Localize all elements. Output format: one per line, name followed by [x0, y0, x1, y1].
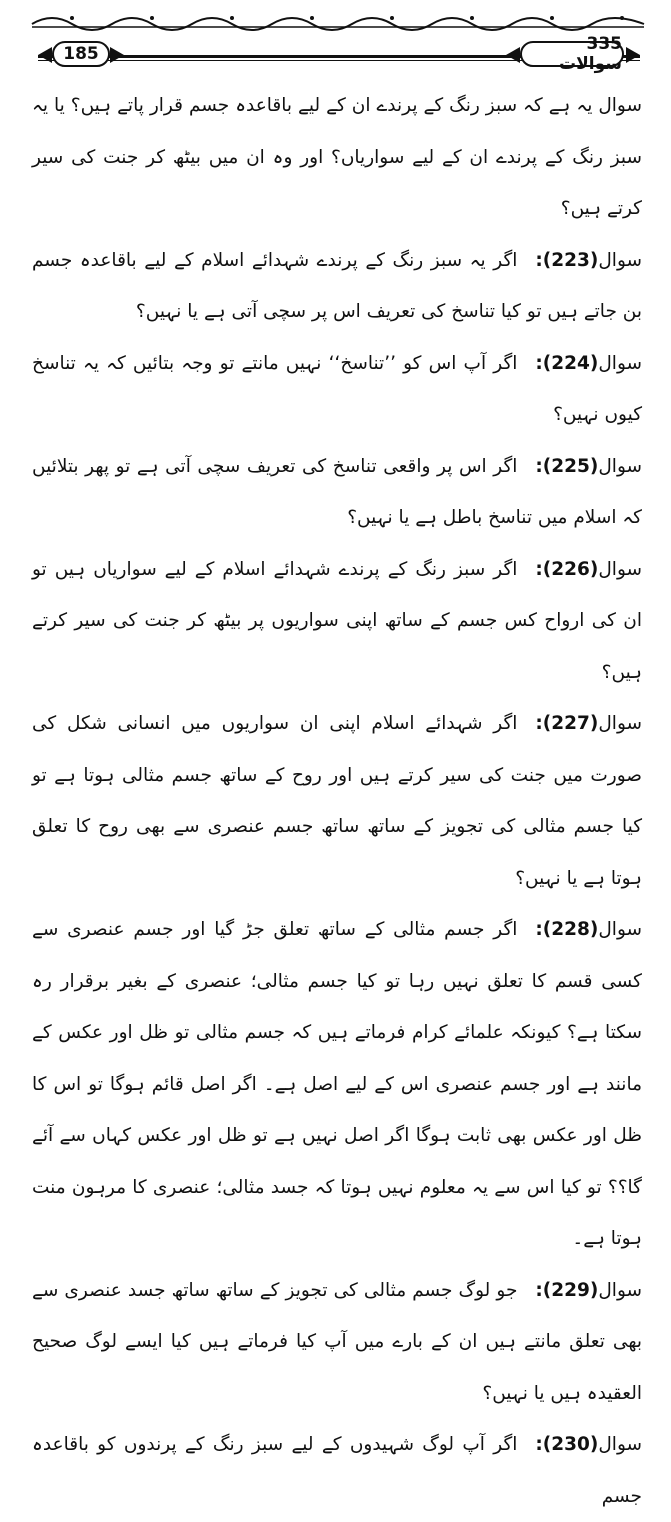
question-text: اگر آپ اس کو ’’تناسخ‘‘ نہیں مانتے تو وجہ بتائیں کہ یہ تناسخ کیوں نہیں؟	[32, 352, 642, 425]
question-text: اگر شہدائے اسلام اپنی ان سواریوں میں انسانی شکل کی صورت میں جنت کی سیر کرتے ہیں اور روح کے ساتھ جسم مثالی ہوتا ہے تو کیا جسم مثالی کی تجویز کے ساتھ ساتھ جسم عنصری سے بھی روح کا تعلق ہوتا ہے یا نہیں؟	[32, 713, 642, 889]
question-227	[32, 698, 642, 904]
arrow-right-icon	[626, 47, 640, 63]
question-229	[32, 1265, 642, 1420]
question-number: (230):	[535, 1434, 599, 1455]
question-230	[32, 1419, 642, 1522]
arrow-left-icon	[506, 47, 520, 63]
arrow-right-icon	[110, 47, 124, 63]
question-label: سوال	[598, 249, 642, 271]
book-title: 335 سوالات	[520, 41, 624, 67]
question-228	[32, 904, 642, 1265]
question-number: (226):	[535, 558, 599, 580]
question-224	[32, 338, 642, 441]
question-label: سوال	[598, 1434, 642, 1455]
question-225	[32, 441, 642, 544]
question-226	[32, 544, 642, 699]
question-label: سوال	[598, 455, 642, 477]
question-text: جو لوگ جسم مثالی کی تجویز کے ساتھ ساتھ جسد عنصری سے بھی تعلق مانتے ہیں ان کے بارے میں آپ کیا فرماتے ہیں کیا ایسے لوگ صحیح العقیدہ ہیں یا نہیں؟	[32, 1279, 642, 1404]
question-text: اگر آپ لوگ شہیدوں کے لیے سبز رنگ کے پرندوں کو باقاعدہ جسم	[32, 1434, 642, 1507]
question-text: اگر یہ سبز رنگ کے پرندے شہدائے اسلام کے لیے باقاعدہ جسم بن جاتے ہیں تو کیا تناسخ کی تعریف اس پر سچی آتی ہے یا نہیں؟	[32, 249, 642, 322]
question-label: سوال	[598, 352, 642, 374]
question-number: (227):	[535, 713, 599, 734]
question-number: (224):	[535, 352, 599, 374]
question-text: اگر اس پر واقعی تناسخ کی تعریف سچی آتی ہے تو پھر بتلائیں کہ اسلام میں تناسخ باطل ہے یا نہیں؟	[32, 455, 642, 528]
intro-paragraph: سوال یہ ہے کہ سبز رنگ کے پرندے ان کے لیے باقاعدہ جسم قرار پاتے ہیں؟ یا یہ سبز رنگ کے پرندے ان کے لیے سواریاں؟ اور وہ ان میں بیٹھ کر جنت کی سیر کرتے ہیں؟	[32, 95, 642, 219]
question-label: سوال	[598, 713, 642, 734]
arrow-left-icon	[38, 47, 52, 63]
question-number: (229):	[535, 1279, 599, 1301]
question-text: اگر سبز رنگ کے پرندے شہدائے اسلام کے لیے سواریاں ہیں تو ان کی ارواح کس جسم کے ساتھ اپنی سواریوں پر بیٹھ کر جنت کی سیر کرتے ہیں؟	[32, 558, 642, 683]
question-text: اگر جسم مثالی کے ساتھ تعلق جڑ گیا اور جسم عنصری سے کسی قسم کا تعلق نہیں رہا تو کیا جسم مثالی؛ عنصری کے بغیر برقرار رہ سکتا ہے؟ کیونکہ علمائے کرام فرماتے ہیں کہ جسم مثالی تو ظل اور عکس کے مانند ہے اور جسم عنصری اس کے لیے اصل ہے۔ اگر اصل قائم ہوگا تو اس کا ظل اور عکس بھی ثابت ہوگا اگر اصل نہیں ہے تو ظل اور عکس کہاں سے آئے گا؟؟ تو کیا اس سے یہ معلوم نہیں ہوتا کہ جسد مثالی؛ عنصری کا مرہون منت ہوتا ہے۔	[32, 919, 642, 1249]
question-223	[32, 235, 642, 338]
question-number: (225):	[535, 455, 599, 477]
page-body	[32, 80, 642, 1507]
page-header	[38, 34, 640, 74]
page-number: 185	[52, 41, 110, 67]
question-label: سوال	[598, 558, 642, 580]
question-label: سوال	[598, 919, 642, 940]
header-ornament	[32, 6, 644, 32]
question-label: سوال	[598, 1279, 642, 1301]
question-number: (228):	[535, 919, 599, 940]
question-number: (223):	[535, 249, 599, 271]
